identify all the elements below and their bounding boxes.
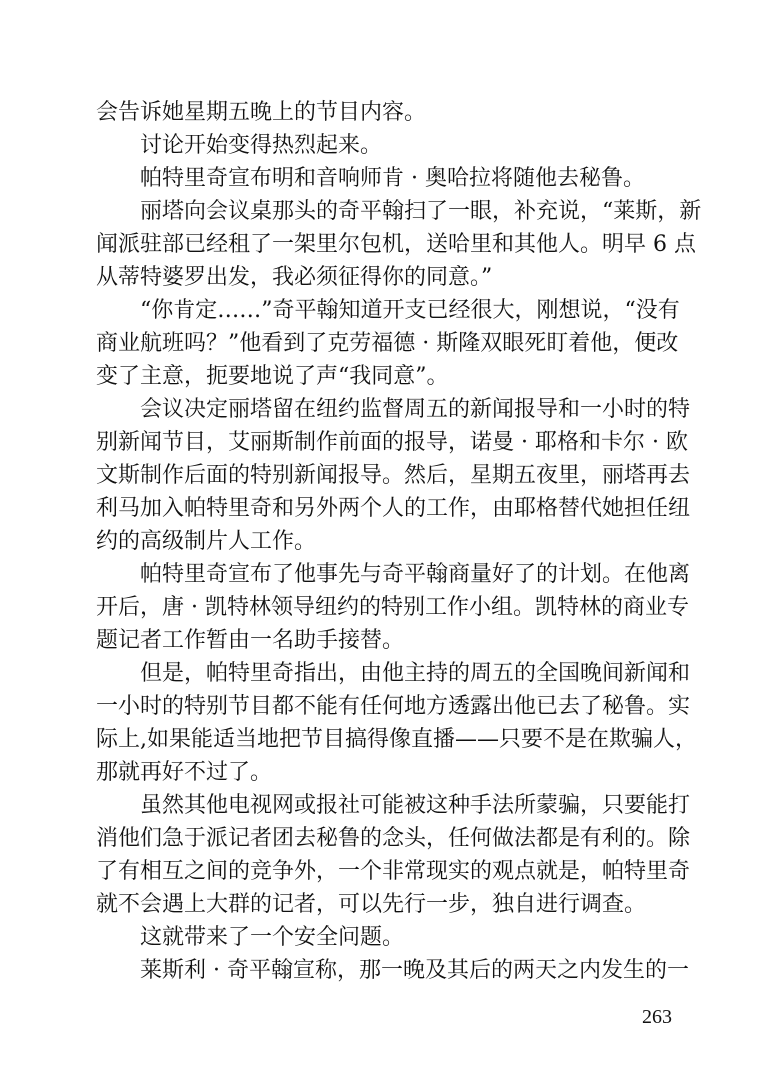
text-line: 莱斯利 · 奇平翰宣称，那一晚及其后的两天之内发生的一 xyxy=(96,958,689,983)
text-line: 讨论开始变得热烈起来。 xyxy=(96,133,383,158)
text-line: 会议决定丽塔留在纽约监督周五的新闻报导和一小时的特 xyxy=(96,397,691,422)
text-line: 会告诉她星期五晚上的节目内容。 xyxy=(96,100,427,125)
text-line: 那就再好不过了。 xyxy=(96,760,273,785)
text-line: 从蒂特婆罗出发，我必须征得你的同意。” xyxy=(96,265,493,290)
text-line: 丽塔向会议桌那头的奇平翰扫了一眼，补充说，“莱斯，新 xyxy=(96,199,702,224)
text-line: 利马加入帕特里奇和另外两个人的工作，由耶格替代她担任纽 xyxy=(96,496,691,521)
text-line: 约的高级制片人工作。 xyxy=(96,529,317,554)
text-line: 题记者工作暂由一名助手接替。 xyxy=(96,628,405,653)
text-line: 帕特里奇宣布了他事先与奇平翰商量好了的计划。在他离 xyxy=(96,562,691,587)
text-line: 消他们急于派记者团去秘鲁的念头，任何做法都是有利的。除 xyxy=(96,826,691,851)
text-line: 一小时的特别节目都不能有任何地方透露出他已去了秘鲁。实 xyxy=(96,694,691,719)
text-line: 这就带来了一个安全问题。 xyxy=(96,925,405,950)
text-line: 帕特里奇宣布明和音响师肯 · 奥哈拉将随他去秘鲁。 xyxy=(96,166,645,191)
text-line: 别新闻节目，艾丽斯制作前面的报导，诺曼 · 耶格和卡尔 · 欧 xyxy=(96,430,688,455)
text-line: 开后，唐 · 凯特林领导纽约的特别工作小组。凯特林的商业专 xyxy=(96,595,689,620)
text-line: 但是，帕特里奇指出，由他主持的周五的全国晚间新闻和 xyxy=(96,661,691,686)
text-line: 就不会遇上大群的记者，可以先行一步，独自进行调查。 xyxy=(96,892,647,917)
page-number: 263 xyxy=(642,1006,672,1028)
text-line: 了有相互之间的竞争外，一个非常现实的观点就是，帕特里奇 xyxy=(96,859,691,884)
text-line: “你肯定……”奇平翰知道开支已经很大，刚想说，“没有 xyxy=(96,298,680,323)
text-line: 际上,如果能适当地把节目搞得像直播——只要不是在欺骗人， xyxy=(96,727,697,752)
text-line: 商业航班吗？”他看到了克劳福德 · 斯隆双眼死盯着他，便改 xyxy=(96,331,679,356)
text-line: 虽然其他电视网或报社可能被这种手法所蒙骗，只要能打 xyxy=(96,793,691,818)
text-line: 闻派驻部已经租了一架里尔包机，送哈里和其他人。明早 6 点 xyxy=(96,232,696,257)
text-line: 文斯制作后面的特别新闻报导。然后，星期五夜里，丽塔再去 xyxy=(96,463,691,488)
text-line: 变了主意，扼要地说了声“我同意”。 xyxy=(96,364,449,389)
